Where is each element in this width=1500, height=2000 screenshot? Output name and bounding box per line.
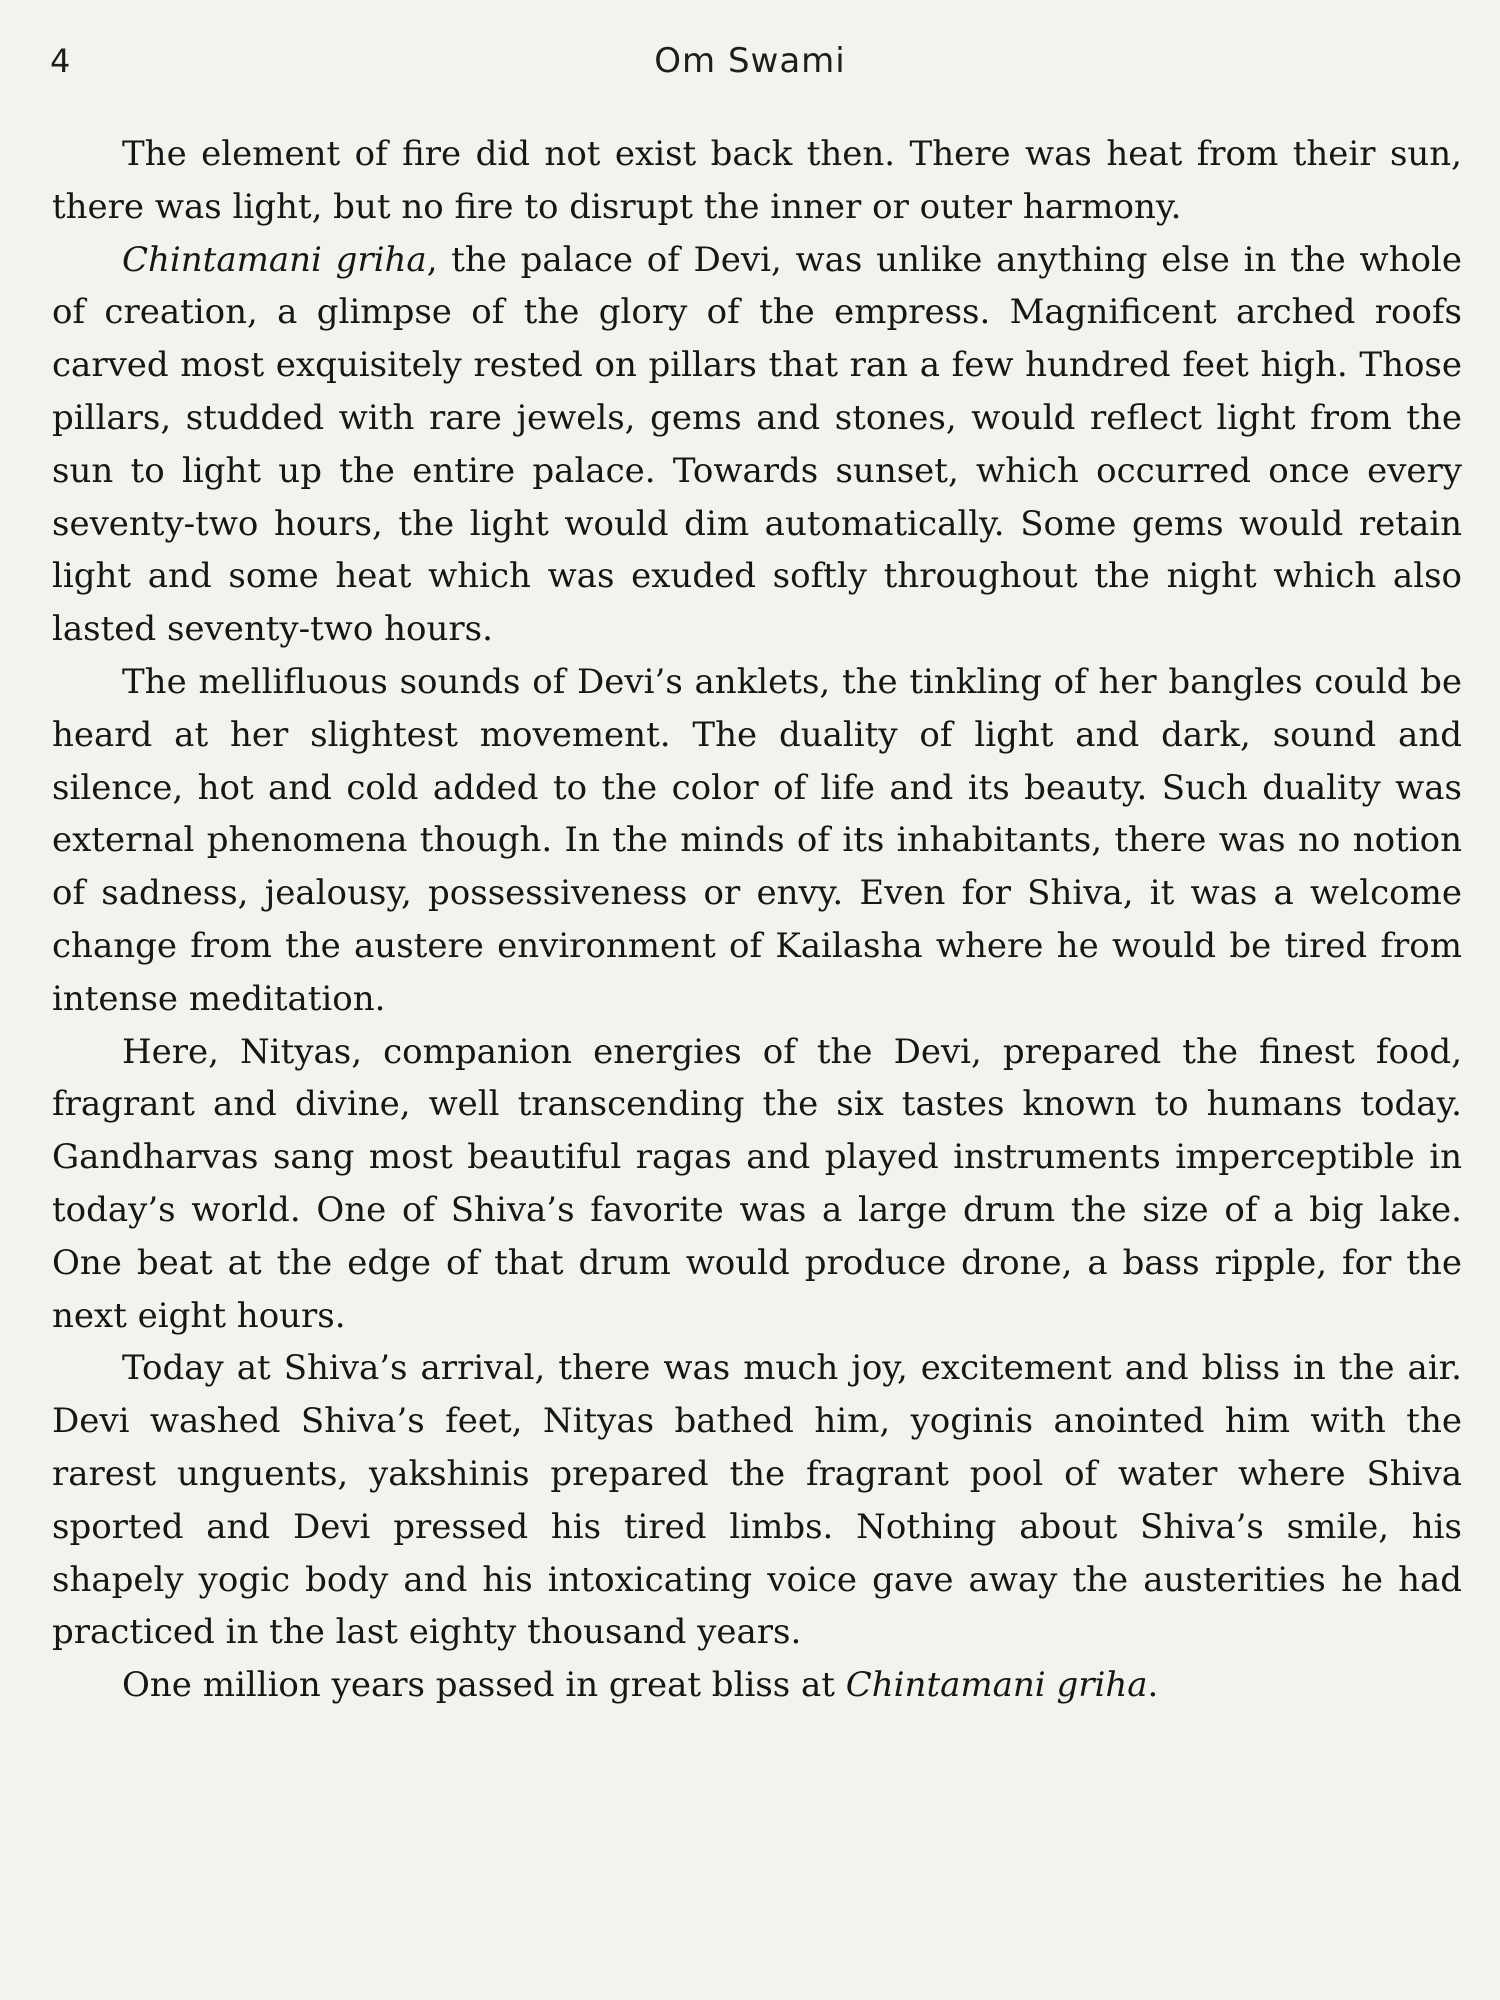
running-title: Om Swami: [654, 41, 846, 81]
paragraph-6: [52, 1659, 1462, 1712]
paragraph-2: [52, 234, 1462, 656]
paragraph-2-text: , the palace of Devi, was unlike anything else in the whole of creation, a glimpse of the glory of the empress. Magnificent arched roofs carved most exquisitely rested on pillars that ran a few hundred feet high. Those pillars, studded with rare jewels, gems and stones, would reflect light from the sun to light up the entire palace. Towards sunset, which occurred once every seventy-two hours, the light would dim automatically. Some gems would retain light and some heat which was exuded softly throughout the night which also lasted seventy-two hours.: [52, 239, 1462, 650]
page-number: 4: [50, 42, 71, 80]
paragraph-5: Today at Shiva’s arrival, there was much joy, excitement and bliss in the air. Devi washed Shiva’s feet, Nityas bathed him, yoginis anointed him with the rarest unguents, yakshinis prepared the fragrant pool of water where Shiva sported and Devi pressed his tired limbs. Nothing about Shiva’s smile, his shapely yogic body and his intoxicating voice gave away the austerities he had practiced in the last eighty thousand years.: [52, 1348, 1462, 1653]
paragraph-1: The element of fire did not exist back then. There was heat from their sun, there was light, but no fire to disrupt the inner or outer harmony.: [52, 134, 1462, 227]
paragraph-4: Here, Nityas, companion energies of the Devi, prepared the finest food, fragrant and divine, well transcending the six tastes known to humans today. Gandharvas sang most beautiful ragas and played instruments imperceptible in today’s world. One of Shiva’s favorite was a large drum the size of a big lake. One beat at the edge of that drum would produce drone, a bass ripple, for the next eight hours.: [52, 1031, 1462, 1336]
running-header: [0, 36, 1500, 86]
paragraph-6-italic: Chintamani griha: [845, 1665, 1148, 1706]
paragraph-3: The mellifluous sounds of Devi’s anklets, the tinkling of her bangles could be heard at her slightest movement. The duality of light and dark, sound and silence, hot and cold added to the color of life and its beauty. Such duality was external phenomena though. In the minds of its inhabitants, there was no notion of sadness, jealousy, possessiveness or envy. Even for Shiva, it was a welcome change from the austere environment of Kailasha where he would be tired from intense meditation.: [52, 661, 1462, 1019]
paragraph-6-text: One million years passed in great bliss at: [122, 1665, 846, 1706]
paragraph-2-italic: Chintamani griha: [122, 239, 427, 280]
body-text: [52, 128, 1462, 1712]
paragraph-6-tail: .: [1147, 1665, 1159, 1706]
